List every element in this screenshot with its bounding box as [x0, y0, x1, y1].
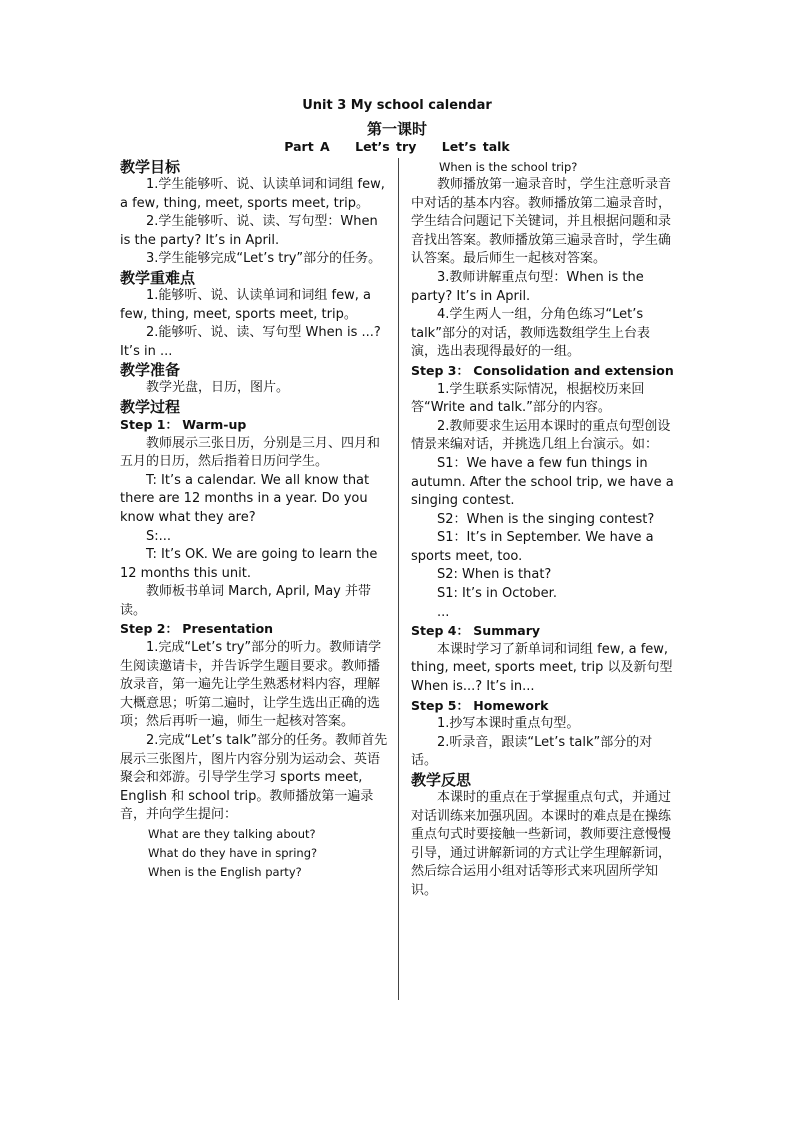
heading-reflection: 教学反思 — [411, 771, 472, 789]
right-column — [411, 158, 675, 901]
goal-1: 1.学生能够听、说、认读单词和词组 few, a few, thing, meet, sports meet, trip。 — [120, 177, 385, 211]
heading-goals: 教学目标 — [120, 158, 181, 176]
dialogue-student: S:... — [146, 528, 172, 544]
step-2-paragraph-1: 1.完成“Let’s try”部分的听力。教师请学生阅读邀请卡，并告诉学生题目要求。教师播放录音，第一遍先让学生熟悉材料内容，理解大概意思；听第二遍时，让学生选出正确的选项；然后再听一遍，师生一起核对答案。 — [120, 640, 382, 730]
pair-practice-paragraph: 4.学生两人一组，分角色练习“Let’s talk”部分的对话，教师选数组学生上台表演，选出表现得最好的一组。 — [411, 307, 650, 360]
example-line-1: S1：We have a few fun things in autumn. After the school trip, we have a singing contest. — [411, 455, 674, 509]
key-point-1: 1.能够听、说、认读单词和词组 few, a few, thing, meet, sports meet, trip。 — [120, 287, 371, 322]
reflection-text: 本课时的重点在于掌握重点句式，并通过对话训练来加强巩固。本课时的难点是在操练重点句式时要接触一些新词，教师要注意慢慢引导，通过讲解新词的方式让学生理解新词，然后综合运用小组对话等形式来巩固所学知识。 — [411, 790, 672, 898]
key-point-2: 2.能够听、说、读、写句型 When is ...? It’s in ... — [120, 325, 381, 359]
step-4-paragraph: 本课时学习了新单词和词组 few, a few, thing, meet, sports meet, trip 以及新句型 When is...? It’s in... — [411, 641, 673, 695]
unit-title: Unit 3 My school calendar — [302, 98, 492, 113]
question-2: What do they have in spring? — [148, 846, 318, 860]
step-2-heading: Step 2： Presentation — [120, 621, 274, 637]
heading-key-points: 教学重难点 — [120, 268, 196, 287]
example-line-2: S2：When is the singing contest? — [437, 511, 655, 527]
column-divider — [398, 158, 399, 1000]
part-title: Part A Let’s try Let’s talk — [284, 139, 510, 154]
step-4-heading: Step 4： Summary — [411, 623, 541, 639]
step-5-heading: Step 5： Homework — [411, 697, 549, 713]
listening-paragraph: 教师播放第一遍录音时，学生注意听录音中对话的基本内容。教师播放第二遍录音时，学生结合问题记下关键词，并且根据问题和录音找出答案。教师播放第三遍录音时，学生确认答案。最后师生一起核对答案。 — [411, 177, 672, 267]
goal-2: 2.学生能够听、说、读、写句型：When is the party? It’s in April. — [120, 214, 378, 248]
step-1-heading: Step 1： Warm-up — [120, 416, 247, 432]
left-column — [120, 158, 388, 882]
example-line-5: S1: It’s in October. — [437, 586, 557, 602]
dialogue-teacher-1: T: It’s a calendar. We all know that there are 12 months in a year. Do you know what they are? — [120, 472, 370, 525]
step-1-board: 教师板书单词 March, April, May 并带读。 — [120, 584, 372, 618]
example-line-6: ... — [437, 604, 450, 620]
example-line-4: S2: When is that? — [437, 567, 552, 583]
step-2-paragraph-2: 2.完成“Let’s talk”部分的任务。教师首先展示三张图片，图片内容分别为运动会、英语聚会和郊游。引导学生学习 sports meet, English 和 school trip。教师播放第一遍录音，并向学生提问： — [120, 733, 388, 823]
question-3: When is the English party? — [148, 865, 302, 879]
example-line-3: S1：It’s in September. We have a sports meet, too. — [411, 530, 654, 564]
goal-3: 3.学生能够完成“Let’s try”部分的任务。 — [146, 251, 382, 267]
step-3-paragraph-1: 1.学生联系实际情况，根据校历来回答“Write and talk.”部分的内容。 — [411, 381, 645, 416]
step-5-paragraph-2: 2.听录音，跟读“Let’s talk”部分的对话。 — [411, 734, 653, 769]
step-1-paragraph: 教师展示三张日历，分别是三月、四月和五月的日历，然后指着日历问学生。 — [120, 435, 381, 470]
heading-process: 教学过程 — [120, 397, 181, 416]
heading-preparation: 教学准备 — [120, 361, 181, 380]
question-4: When is the school trip? — [439, 160, 578, 174]
key-sentence-paragraph: 3.教师讲解重点句型：When is the party? It’s in April. — [411, 269, 644, 304]
question-1: What are they talking about? — [148, 827, 316, 841]
step-3-heading: Step 3： Consolidation and extension — [411, 362, 674, 378]
lesson-title: 第一课时 — [366, 120, 427, 138]
dialogue-teacher-2: T: It’s OK. We are going to learn the 12 months this unit. — [120, 547, 378, 581]
preparation-text: 教学光盘，日历，图片。 — [146, 380, 290, 396]
step-3-paragraph-2: 2.教师要求生运用本课时的重点句型创设情景来编对话，并挑选几组上台演示。如： — [411, 418, 671, 453]
step-5-paragraph-1: 1.抄写本课时重点句型。 — [437, 716, 580, 732]
